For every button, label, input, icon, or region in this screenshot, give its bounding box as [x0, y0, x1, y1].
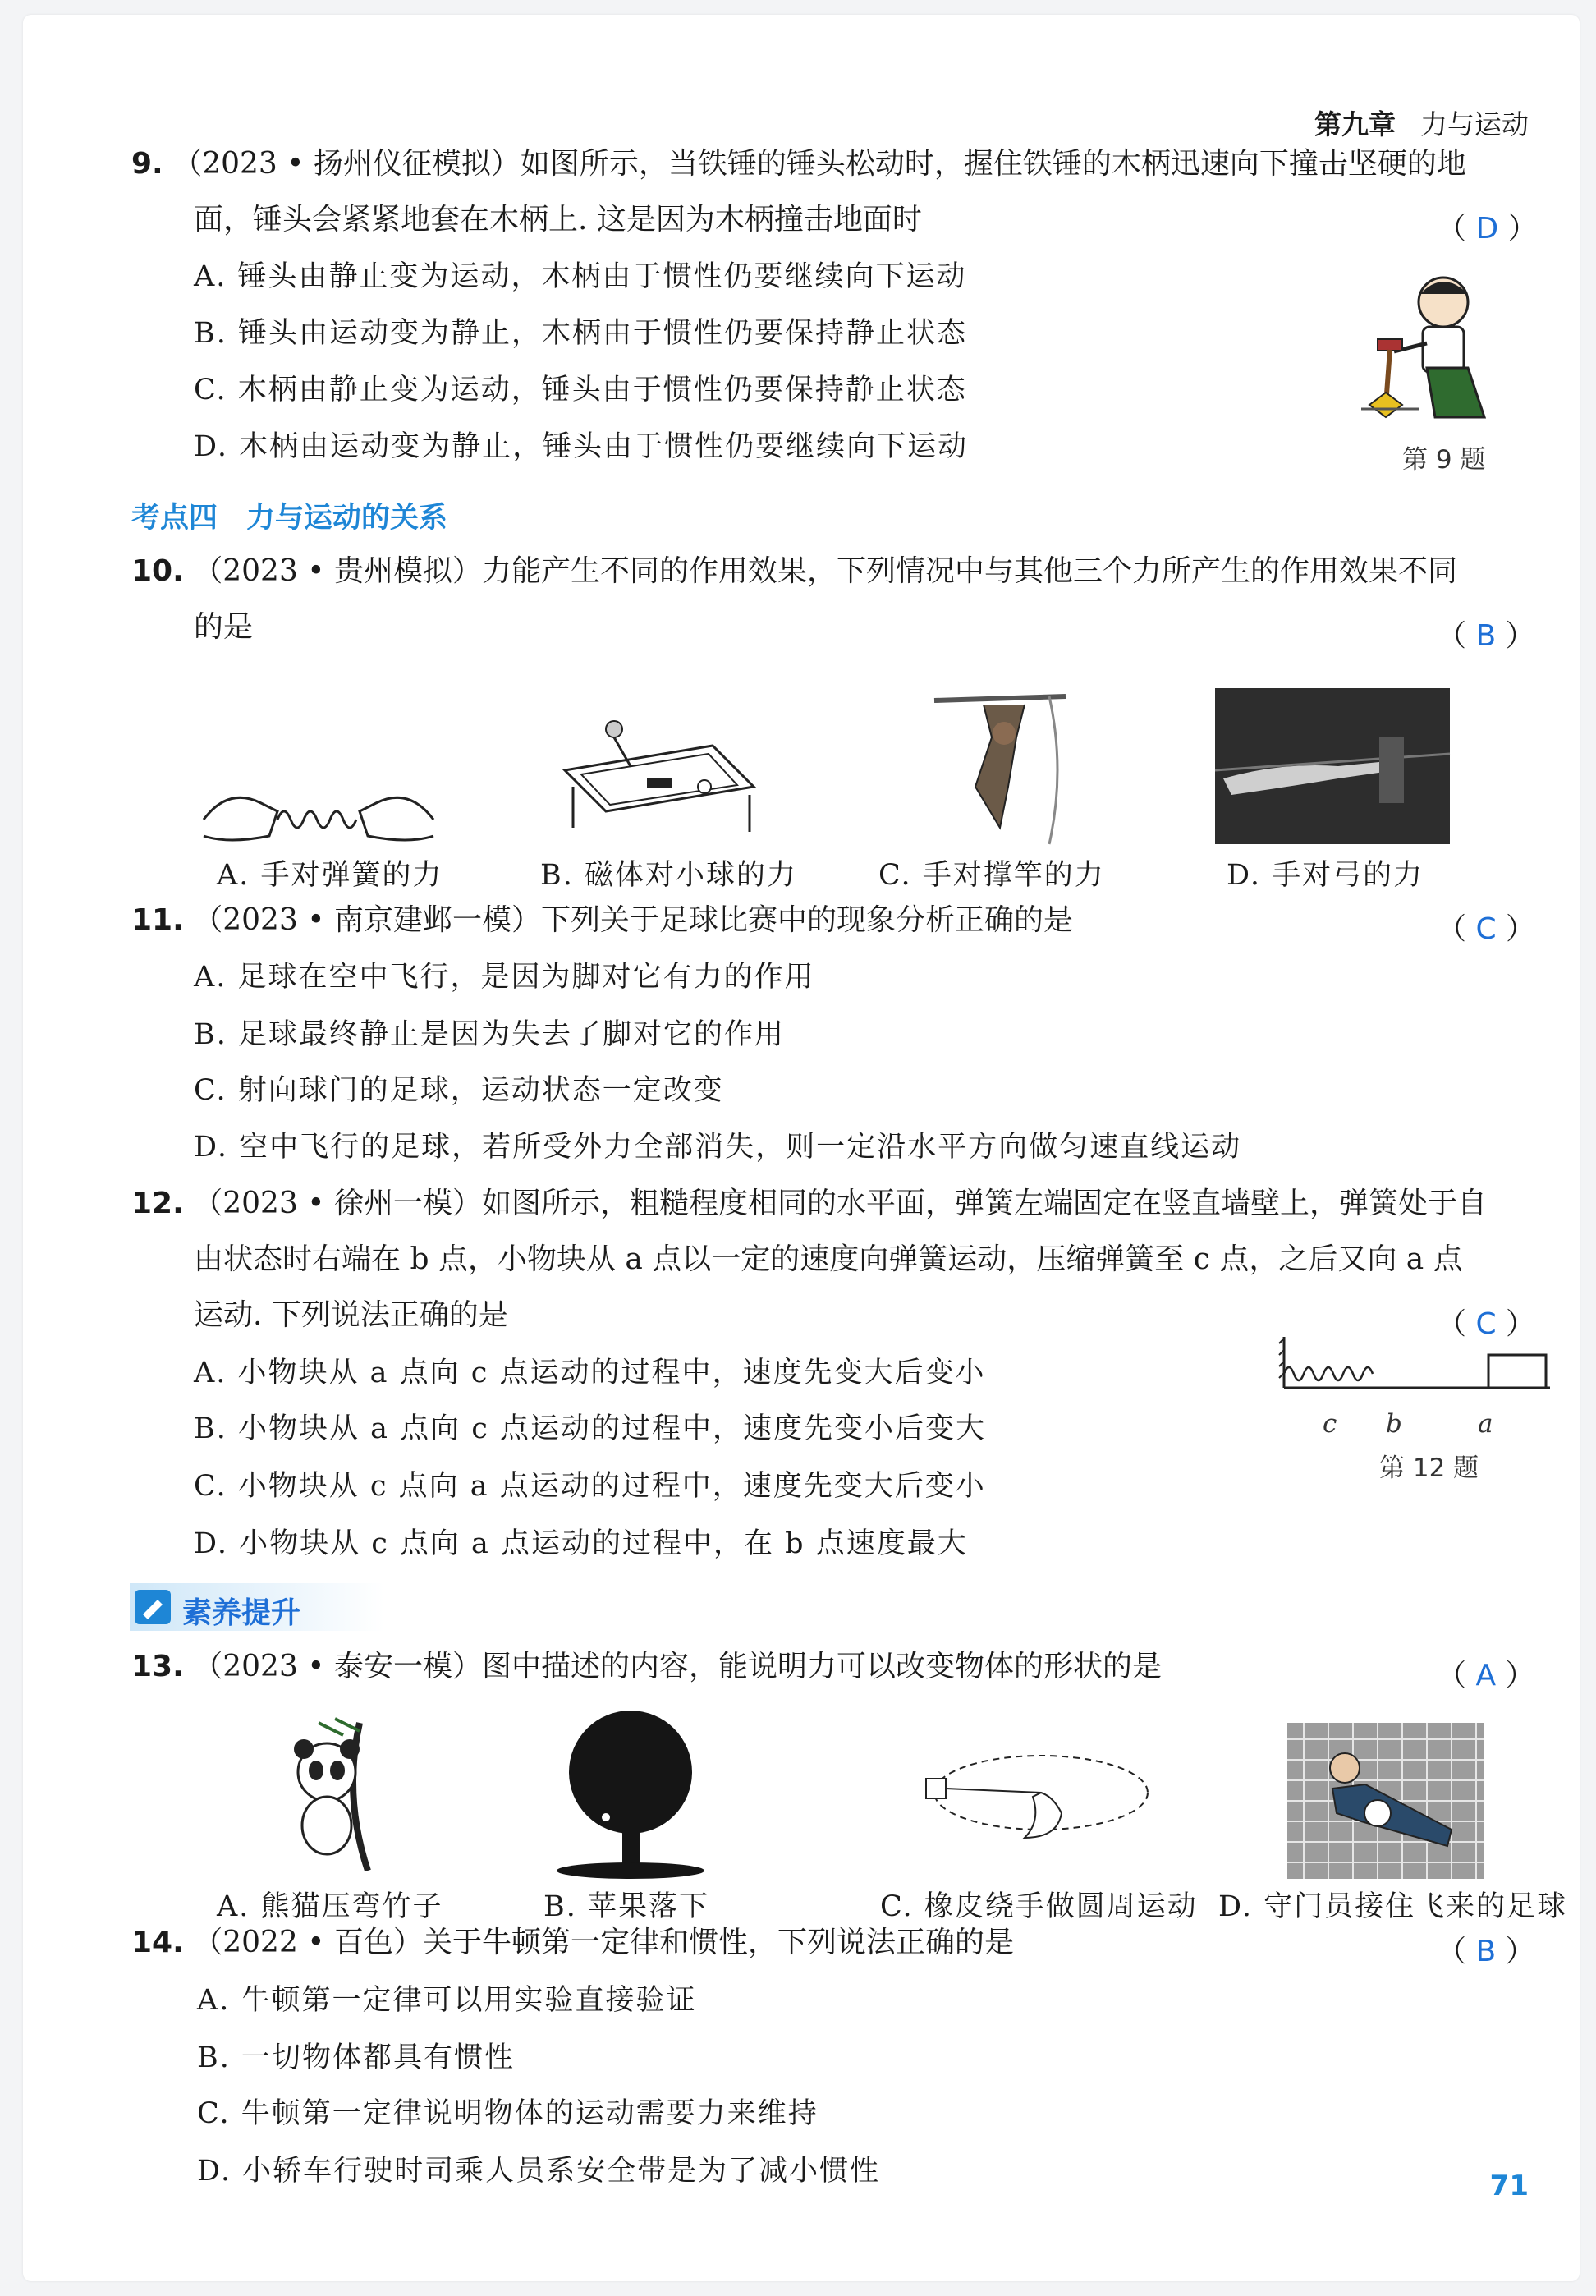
figure-apple-tree [548, 1706, 713, 1879]
section-heading: 考点四 力与运动的关系 [131, 502, 448, 535]
figure-hand-spring [195, 754, 442, 852]
question-number: 9. [131, 147, 163, 181]
question-text-line2: 面，锤头会紧紧地套在木柄上. 这是因为木柄撞击地面时 [194, 203, 922, 236]
option-a: A. 锤头由静止变为运动，木柄由于惯性仍要继续向下运动 [194, 260, 967, 293]
banner-title: 素养提升 [182, 1596, 301, 1630]
answer-letter: D [1475, 212, 1499, 246]
option-a: A. 足球在空中飞行，是因为脚对它有力的作用 [194, 961, 815, 994]
page-number: 71 [1489, 2170, 1529, 2202]
option-a: A. 牛顿第一定律可以用实验直接验证 [197, 1984, 697, 2017]
question-text-line1: （2023 • 南京建邺一模）下列关于足球比赛中的现象分析正确的是 [193, 903, 1073, 937]
figure-label-b: B. 苹果落下 [543, 1890, 709, 1923]
option-b: B. 锤头由运动变为静止，木柄由于惯性仍要保持静止状态 [194, 317, 967, 350]
question-text-line1: （2023 • 扬州仪征模拟）如图所示，当铁锤的锤头松动时，握住铁锤的木柄迅速向下撞击坚硬的地 [172, 147, 1466, 181]
answer-letter: B [1475, 619, 1497, 653]
figure-magnet-ball [548, 705, 762, 844]
question-text-line1: （2023 • 徐州一模）如图所示，粗糙程度相同的水平面，弹簧左端固定在竖直墙壁上，弹簧处于自 [193, 1187, 1487, 1220]
question-number: 11. [131, 903, 184, 937]
option-c: C. 小物块从 c 点向 a 点运动的过程中，速度先变大后变小 [194, 1470, 986, 1503]
fig-label-b: b [1386, 1409, 1402, 1439]
option-b: B. 小物块从 a 点向 c 点运动的过程中，速度先变小后变大 [194, 1412, 986, 1445]
figure-label-b: B. 磁体对小球的力 [540, 859, 797, 892]
figure-caption: 第 9 题 [1402, 445, 1486, 475]
figure-label-c: C. 橡皮绕手做圆周运动 [880, 1890, 1198, 1923]
section-banner [130, 1583, 384, 1631]
figure-hand-bow [1215, 688, 1450, 844]
figure-goalkeeper [1287, 1723, 1484, 1879]
figure-label-a: A. 熊猫压弯竹子 [217, 1890, 443, 1923]
option-c: C. 射向球门的足球，运动状态一定改变 [194, 1074, 724, 1107]
answer-letter: B [1475, 1935, 1497, 1968]
answer-box: （ D ） [1437, 212, 1538, 246]
chapter-header [1314, 103, 1529, 142]
option-d: D. 空中飞行的足球，若所受外力全部消失，则一定沿水平方向做匀速直线运动 [194, 1131, 1242, 1164]
chapter-title: 第九章 [1314, 108, 1396, 140]
option-b: B. 足球最终静止是因为失去了脚对它的作用 [194, 1018, 785, 1051]
figure-12-spring-block [1279, 1337, 1550, 1403]
figure-caption: 第 12 题 [1379, 1453, 1479, 1483]
question-number: 10. [131, 554, 184, 588]
option-d: D. 小物块从 c 点向 a 点运动的过程中，在 b 点速度最大 [194, 1527, 968, 1560]
question-number: 12. [131, 1187, 184, 1220]
fig-label-c: c [1323, 1409, 1337, 1439]
question-text-line2: 的是 [194, 610, 254, 644]
figure-label-c: C. 手对撑竿的力 [878, 859, 1105, 892]
answer-box: （ B ） [1437, 1935, 1535, 1968]
question-text-line2: 由状态时右端在 b 点，小物块从 a 点以一定的速度向弹簧运动，压缩弹簧至 c 点，之后又向 a 点 [194, 1242, 1463, 1276]
question-text-line1: （2023 • 泰安一模）图中描述的内容，能说明力可以改变物体的形状的是 [193, 1650, 1162, 1683]
answer-box: （ C ） [1437, 912, 1536, 946]
figure-eraser-circle [918, 1747, 1156, 1854]
figure-label-d: D. 守门员接住飞来的足球 [1218, 1890, 1568, 1923]
figure-panda-bamboo [269, 1715, 392, 1871]
figure-pole-vault [926, 688, 1074, 852]
question-number: 14. [131, 1926, 184, 1959]
option-d: D. 木柄由运动变为静止，锤头由于惯性仍要继续向下运动 [194, 430, 969, 463]
answer-box: （ A ） [1437, 1659, 1535, 1692]
option-b: B. 一切物体都具有惯性 [197, 2041, 515, 2074]
option-d: D. 小轿车行驶时司乘人员系安全带是为了减小惯性 [197, 2155, 881, 2188]
figure-9-boy-hammer [1345, 261, 1493, 434]
option-a: A. 小物块从 a 点向 c 点运动的过程中，速度先变大后变小 [194, 1357, 986, 1389]
answer-box: （ B ） [1437, 619, 1535, 653]
question-text-line3: 运动. 下列说法正确的是 [194, 1298, 508, 1332]
answer-letter: C [1475, 1307, 1497, 1341]
question-number: 13. [131, 1650, 184, 1683]
question-text-line1: （2023 • 贵州模拟）力能产生不同的作用效果，下列情况中与其他三个力所产生的作用效果不同 [193, 554, 1457, 588]
chapter-topic: 力与运动 [1420, 108, 1529, 140]
figure-label-d: D. 手对弓的力 [1227, 859, 1424, 892]
option-c: C. 牛顿第一定律说明物体的运动需要力来维持 [197, 2097, 819, 2130]
answer-letter: A [1475, 1659, 1497, 1692]
question-text-line1: （2022 • 百色）关于牛顿第一定律和惯性，下列说法正确的是 [193, 1926, 1014, 1959]
page [23, 15, 1580, 2281]
fig-label-a: a [1478, 1409, 1493, 1439]
answer-letter: C [1475, 912, 1497, 946]
figure-label-a: A. 手对弹簧的力 [217, 859, 443, 892]
answer-box: （ C ） [1437, 1307, 1536, 1341]
option-c: C. 木柄由静止变为运动，锤头由于惯性仍要保持静止状态 [194, 374, 967, 406]
